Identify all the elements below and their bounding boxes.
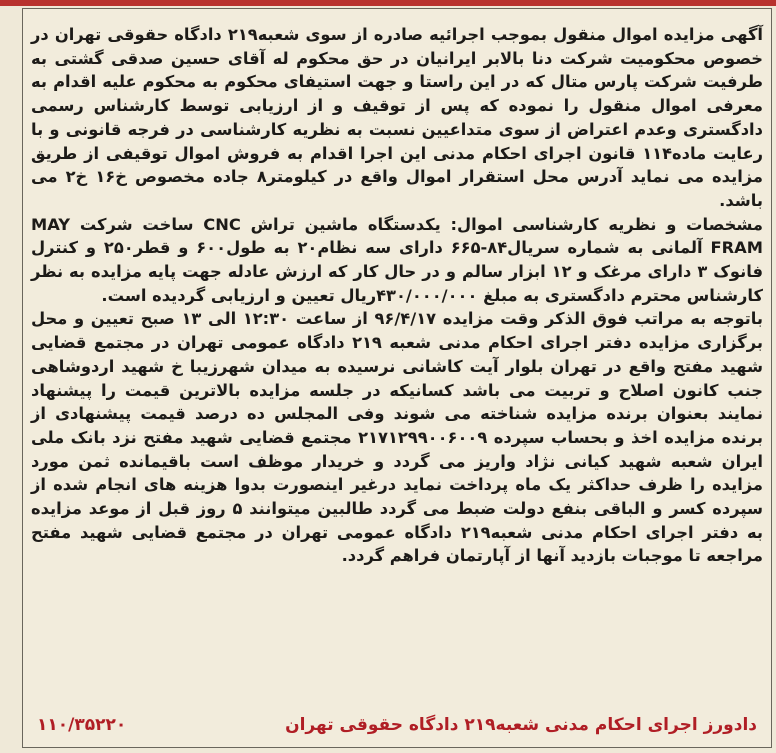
notice-body	[31, 23, 763, 568]
top-banner-strip	[0, 0, 776, 6]
notice-footer	[37, 715, 757, 735]
notice-code: ۱۱۰/۳۵۲۲۰	[37, 715, 127, 735]
notice-frame	[22, 8, 772, 748]
notice-signature: دادورز اجرای احکام مدنی شعبه۲۱۹ دادگاه حقوقی تهران	[285, 715, 757, 735]
notice-paragraph-specs: مشخصات و نظریه کارشناسی اموال: یکدستگاه ماشین تراش CNC ساخت شرکت MAY FRAM آلمانی به شماره سریال۸۴-۶۶۵ دارای سه نظام۲۰ به طول۶۰۰ و قطر۲۵۰ و کنترل فانوک ۳ دارای مرغک و ۱۲ ابزار سالم و در حال کار که ارزش عادله جهت پایه مزایده به نظر کارشناس محترم دادگستری به مبلغ ۴۳۰/۰۰۰/۰۰۰ریال تعیین و ارزیابی گردیده است.	[31, 214, 763, 305]
notice-paragraph-auction-details: باتوجه به مراتب فوق الذکر وقت مزایده ۹۶/۴/۱۷ از ساعت ۱۲:۳۰ الی ۱۳ صبح تعیین و محل برگزاری مزایده دفتر اجرای احکام مدنی شعبه ۲۱۹ دادگاه عمومی تهران در مجتمع قضایی شهید مفتح واقع در تهران بلوار آیت کاشانی نرسیده به میدان شهرزیبا خ شهید اردوشاهی جنب کانون اصلاح و تربیت می باشد کسانیکه در جلسه مزایده بالاترین قیمت را پیشنهاد نمایند بعنوان برنده مزایده شناخته می شوند وفی المجلس ده درصد قیمت پیشنهادی از برنده مزایده اخذ و بحساب سپرده ۲۱۷۱۲۹۹۰۰۶۰۰۹ مجتمع قضایی شهید مفتح نزد بانک ملی ایران شعبه شهید کیانی نژاد واریز می گردد و خریدار موظف است باقیمانده ثمن مورد مزایده را ظرف حداکثر یک ماه پرداخت نماید درغیر اینصورت بدوا هزینه های انجام شده از سپرده کسر و الباقی بنفع دولت ضبط می گردد طالبین میتوانند ۵ روز قبل از موعد مزایده به دفتر اجرای احکام مدنی شعبه۲۱۹ دادگاه عمومی تهران در مجتمع قضایی شهید مفتح مراجعه تا موجبات بازدید آنها از آپارتمان فراهم گردد.	[31, 309, 764, 566]
notice-paragraph-intro: آگهی مزایده اموال منقول بموجب اجرائیه صادره از سوی شعبه۲۱۹ دادگاه حقوقی تهران در خصوص محکومیت شرکت دنا بالابر ایرانیان در حق محکوم له آقای حسین صدقی گشتی به طرفیت شرکت پارس متال که در این راستا و جهت استیفای محکوم به محکوم علیه اقدام به معرفی اموال منقول را نموده که پس از توقیف و از ارزیابی توسط کارشناس رسمی دادگستری وعدم اعتراض از سوی متداعیین نسبت به نظریه کارشناسی در فرجه قانونی و با رعایت ماده۱۱۴ قانون اجرای احکام مدنی این اجرا اقدام به فروش اموال توقیفی از طریق مزایده می نماید آدرس محل استقرار اموال واقع در کیلومتر۸ جاده مخصوص خ۱۶ خ۲ می باشد.	[31, 25, 764, 210]
